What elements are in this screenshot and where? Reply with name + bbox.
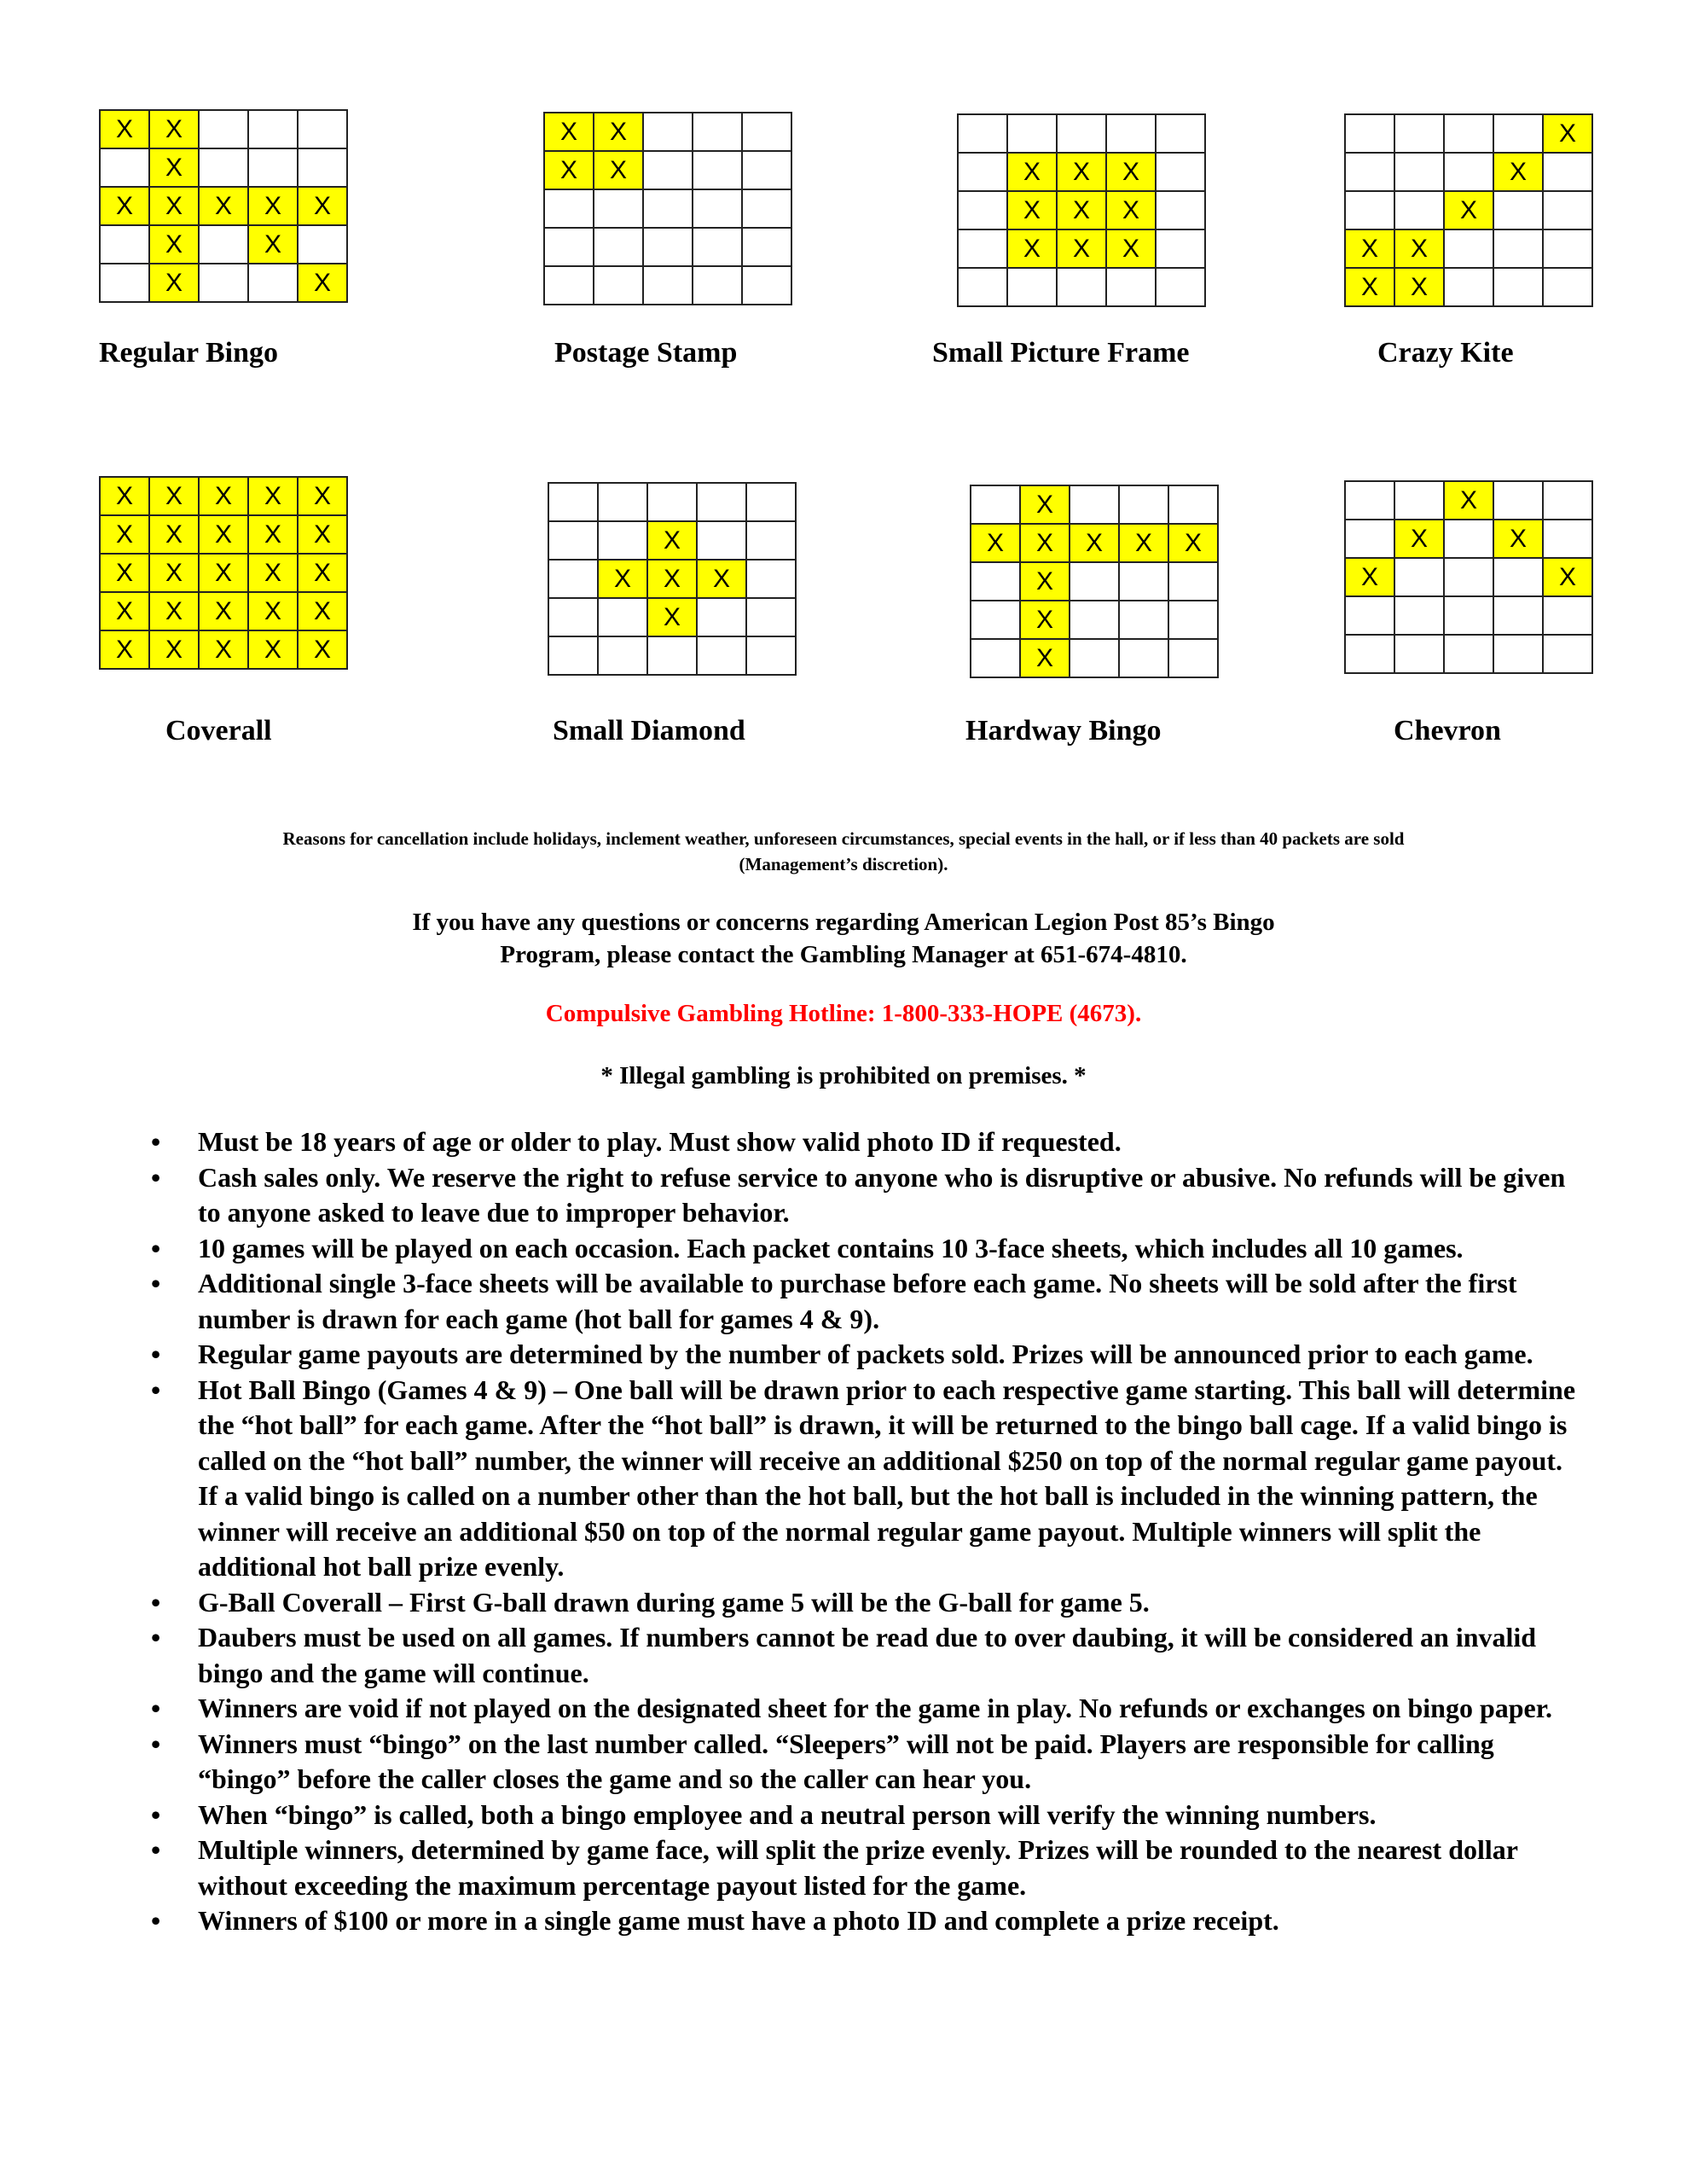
empty-cell: [1157, 154, 1204, 190]
empty-cell: [1395, 559, 1443, 595]
marked-cell: X: [299, 631, 346, 668]
empty-cell: [1157, 230, 1204, 267]
pattern-label-regular-bingo: Regular Bingo: [99, 337, 279, 369]
empty-cell: [200, 226, 247, 263]
empty-cell: [1544, 636, 1591, 672]
pattern-label-postage-stamp: Postage Stamp: [554, 337, 738, 369]
empty-cell: [1169, 486, 1217, 523]
gambling-hotline: Compulsive Gambling Hotline: 1-800-333-HOPE (4673).: [545, 1000, 1142, 1027]
marked-cell: X: [1395, 230, 1443, 267]
pattern-label-hardway-bingo: Hardway Bingo: [965, 715, 1162, 746]
marked-cell: X: [249, 478, 297, 514]
empty-cell: [1346, 636, 1394, 672]
empty-cell: [1169, 640, 1217, 677]
marked-cell: X: [150, 226, 198, 263]
empty-cell: [1544, 597, 1591, 634]
pattern-label-coverall: Coverall: [165, 715, 272, 746]
empty-cell: [644, 190, 692, 227]
empty-cell: [959, 115, 1006, 152]
rules-list: [149, 1124, 1582, 1939]
empty-cell: [1445, 230, 1493, 267]
empty-cell: [693, 152, 741, 189]
empty-cell: [747, 484, 795, 520]
rule-item: • Must be 18 years of age or older to play. Must show valid photo ID if requested.: [149, 1124, 1582, 1160]
empty-cell: [743, 152, 791, 189]
marked-cell: X: [101, 516, 148, 553]
marked-cell: X: [101, 593, 148, 630]
pattern-label-crazy-kite: Crazy Kite: [1377, 337, 1514, 369]
marked-cell: X: [648, 522, 696, 559]
cancellation-line-2: (Management’s discretion).: [739, 854, 948, 874]
marked-cell: X: [249, 226, 297, 263]
marked-cell: X: [150, 188, 198, 224]
marked-cell: X: [1395, 520, 1443, 557]
empty-cell: [1544, 154, 1591, 190]
marked-cell: X: [200, 516, 247, 553]
empty-cell: [959, 230, 1006, 267]
marked-cell: X: [1058, 154, 1105, 190]
empty-cell: [299, 149, 346, 186]
empty-cell: [1346, 154, 1394, 190]
empty-cell: [644, 267, 692, 304]
empty-cell: [1346, 115, 1394, 152]
marked-cell: X: [1169, 525, 1217, 561]
empty-cell: [1070, 486, 1118, 523]
empty-cell: [1445, 636, 1493, 672]
empty-cell: [200, 264, 247, 301]
marked-cell: X: [545, 152, 593, 189]
empty-cell: [545, 229, 593, 265]
marked-cell: X: [299, 516, 346, 553]
empty-cell: [1445, 520, 1493, 557]
rule-item: • Multiple winners, determined by game face, will split the prize evenly. Prizes will be rounded to the nearest dollar without exceeding the maximum percentage payout listed for the game.: [149, 1833, 1582, 1903]
empty-cell: [1494, 636, 1542, 672]
marked-cell: X: [249, 188, 297, 224]
pattern-label-chevron: Chevron: [1394, 715, 1501, 746]
marked-cell: X: [249, 593, 297, 630]
empty-cell: [743, 190, 791, 227]
empty-cell: [101, 149, 148, 186]
empty-cell: [249, 149, 297, 186]
pattern-grid-small-picture-frame: [957, 113, 1206, 307]
empty-cell: [549, 484, 597, 520]
empty-cell: [1107, 115, 1155, 152]
marked-cell: X: [594, 152, 642, 189]
contact-line-1: If you have any questions or concerns regarding American Legion Post 85’s Bingo: [412, 909, 1275, 936]
rule-item: • Cash sales only. We reserve the right to refuse service to anyone who is disruptive or abusive. No refunds will be given to anyone asked to leave due to improper behavior.: [149, 1160, 1582, 1231]
marked-cell: X: [1008, 192, 1056, 229]
empty-cell: [594, 267, 642, 304]
marked-cell: X: [150, 264, 198, 301]
pattern-grid-small-diamond: [548, 482, 797, 676]
empty-cell: [693, 229, 741, 265]
pattern-grid-crazy-kite: [1344, 113, 1593, 307]
empty-cell: [249, 264, 297, 301]
marked-cell: X: [1107, 154, 1155, 190]
empty-cell: [698, 522, 745, 559]
rule-item: • Regular game payouts are determined by the number of packets sold. Prizes will be announced prior to each game.: [149, 1337, 1582, 1373]
marked-cell: X: [648, 599, 696, 636]
marked-cell: X: [1107, 230, 1155, 267]
empty-cell: [549, 637, 597, 674]
marked-cell: X: [594, 113, 642, 150]
marked-cell: X: [101, 188, 148, 224]
empty-cell: [545, 267, 593, 304]
empty-cell: [1395, 636, 1443, 672]
empty-cell: [1445, 559, 1493, 595]
pattern-grid-postage-stamp: [543, 112, 792, 305]
empty-cell: [1107, 269, 1155, 305]
empty-cell: [1494, 230, 1542, 267]
marked-cell: X: [1021, 640, 1069, 677]
empty-cell: [747, 522, 795, 559]
marked-cell: X: [150, 593, 198, 630]
empty-cell: [594, 190, 642, 227]
empty-cell: [545, 190, 593, 227]
empty-cell: [1445, 115, 1493, 152]
rule-item: • Winners are void if not played on the designated sheet for the game in play. No refunds or exchanges on bingo paper.: [149, 1691, 1582, 1727]
empty-cell: [200, 111, 247, 148]
empty-cell: [1494, 597, 1542, 634]
empty-cell: [1494, 115, 1542, 152]
empty-cell: [743, 113, 791, 150]
marked-cell: X: [1494, 520, 1542, 557]
empty-cell: [549, 561, 597, 597]
empty-cell: [971, 601, 1019, 638]
empty-cell: [698, 599, 745, 636]
rule-item: • Winners of $100 or more in a single game must have a photo ID and complete a prize receipt.: [149, 1903, 1582, 1939]
marked-cell: X: [200, 631, 247, 668]
marked-cell: X: [545, 113, 593, 150]
marked-cell: X: [299, 478, 346, 514]
empty-cell: [1058, 269, 1105, 305]
empty-cell: [747, 561, 795, 597]
empty-cell: [959, 269, 1006, 305]
empty-cell: [1169, 601, 1217, 638]
marked-cell: X: [101, 555, 148, 591]
marked-cell: X: [698, 561, 745, 597]
empty-cell: [200, 149, 247, 186]
marked-cell: X: [299, 264, 346, 301]
marked-cell: X: [299, 593, 346, 630]
marked-cell: X: [299, 555, 346, 591]
empty-cell: [1120, 486, 1168, 523]
empty-cell: [101, 226, 148, 263]
empty-cell: [599, 484, 646, 520]
pattern-label-small-diamond: Small Diamond: [553, 715, 745, 746]
rule-item: • G-Ball Coverall – First G-ball drawn during game 5 will be the G-ball for game 5.: [149, 1585, 1582, 1621]
marked-cell: X: [150, 516, 198, 553]
empty-cell: [549, 522, 597, 559]
empty-cell: [1058, 115, 1105, 152]
empty-cell: [299, 111, 346, 148]
marked-cell: X: [1107, 192, 1155, 229]
empty-cell: [1157, 115, 1204, 152]
marked-cell: X: [249, 516, 297, 553]
empty-cell: [644, 152, 692, 189]
cancellation-line-1: Reasons for cancellation include holidays, inclement weather, unforeseen circumstances, special events in the hall, or if less than 40 packets are sold: [282, 828, 1405, 849]
empty-cell: [1395, 597, 1443, 634]
empty-cell: [971, 640, 1019, 677]
pattern-grid-hardway-bingo: [970, 485, 1219, 678]
empty-cell: [971, 486, 1019, 523]
empty-cell: [1008, 115, 1056, 152]
empty-cell: [1395, 192, 1443, 229]
marked-cell: X: [1544, 115, 1591, 152]
empty-cell: [648, 637, 696, 674]
marked-cell: X: [1346, 269, 1394, 305]
marked-cell: X: [1008, 230, 1056, 267]
empty-cell: [594, 229, 642, 265]
rule-item: • Daubers must be used on all games. If numbers cannot be read due to over daubing, it will be considered an invalid bingo and the game will continue.: [149, 1620, 1582, 1691]
empty-cell: [1008, 269, 1056, 305]
empty-cell: [1070, 601, 1118, 638]
empty-cell: [101, 264, 148, 301]
empty-cell: [743, 267, 791, 304]
empty-cell: [1395, 482, 1443, 519]
empty-cell: [1494, 192, 1542, 229]
pattern-grid-regular-bingo: [99, 109, 348, 303]
empty-cell: [747, 599, 795, 636]
empty-cell: [971, 563, 1019, 600]
empty-cell: [693, 113, 741, 150]
marked-cell: X: [249, 555, 297, 591]
marked-cell: X: [1346, 230, 1394, 267]
empty-cell: [1544, 482, 1591, 519]
empty-cell: [644, 113, 692, 150]
empty-cell: [1445, 269, 1493, 305]
empty-cell: [1544, 230, 1591, 267]
empty-cell: [1445, 597, 1493, 634]
empty-cell: [1120, 563, 1168, 600]
empty-cell: [693, 267, 741, 304]
rule-item: • When “bingo” is called, both a bingo employee and a neutral person will verify the winning numbers.: [149, 1798, 1582, 1833]
empty-cell: [599, 522, 646, 559]
marked-cell: X: [648, 561, 696, 597]
empty-cell: [1120, 601, 1168, 638]
empty-cell: [1070, 563, 1118, 600]
contact-line-2: Program, please contact the Gambling Manager at 651-674-4810.: [500, 941, 1187, 968]
empty-cell: [693, 190, 741, 227]
marked-cell: X: [150, 631, 198, 668]
marked-cell: X: [1021, 563, 1069, 600]
empty-cell: [1120, 640, 1168, 677]
marked-cell: X: [1395, 269, 1443, 305]
empty-cell: [1157, 269, 1204, 305]
marked-cell: X: [1346, 559, 1394, 595]
marked-cell: X: [200, 478, 247, 514]
rule-item: • Winners must “bingo” on the last number called. “Sleepers” will not be paid. Players are responsible for calling “bingo” before the caller closes the game and so the caller can hear you.: [149, 1727, 1582, 1798]
empty-cell: [1445, 154, 1493, 190]
marked-cell: X: [1058, 230, 1105, 267]
contact-notice: [0, 906, 1687, 971]
marked-cell: X: [971, 525, 1019, 561]
marked-cell: X: [101, 111, 148, 148]
empty-cell: [1544, 192, 1591, 229]
empty-cell: [1346, 597, 1394, 634]
empty-cell: [959, 154, 1006, 190]
illegal-gambling-notice: * Illegal gambling is prohibited on premises. *: [600, 1062, 1087, 1089]
marked-cell: X: [1021, 601, 1069, 638]
empty-cell: [1494, 559, 1542, 595]
empty-cell: [1070, 640, 1118, 677]
empty-cell: [743, 229, 791, 265]
empty-cell: [1157, 192, 1204, 229]
rule-item: • 10 games will be played on each occasion. Each packet contains 10 3-face sheets, which includes all 10 games.: [149, 1231, 1582, 1267]
marked-cell: X: [1544, 559, 1591, 595]
empty-cell: [299, 226, 346, 263]
marked-cell: X: [1021, 486, 1069, 523]
empty-cell: [747, 637, 795, 674]
rule-item: • Additional single 3-face sheets will be available to purchase before each game. No sheets will be sold after the first number is drawn for each game (hot ball for games 4 & 9).: [149, 1266, 1582, 1337]
empty-cell: [599, 599, 646, 636]
marked-cell: X: [1070, 525, 1118, 561]
marked-cell: X: [249, 631, 297, 668]
empty-cell: [1494, 482, 1542, 519]
marked-cell: X: [200, 188, 247, 224]
empty-cell: [1494, 269, 1542, 305]
empty-cell: [959, 192, 1006, 229]
empty-cell: [1346, 482, 1394, 519]
marked-cell: X: [150, 111, 198, 148]
empty-cell: [1544, 520, 1591, 557]
marked-cell: X: [299, 188, 346, 224]
marked-cell: X: [200, 555, 247, 591]
cancellation-notice: [0, 826, 1687, 877]
rule-item: • Hot Ball Bingo (Games 4 & 9) – One ball will be drawn prior to each respective game starting. This ball will determine the “hot ball” for each game. After the “hot ball” is drawn, it will be returned to the bingo ball cage. If a valid bingo is called on the “hot ball” number, the winner will receive an additional $250 on top of the normal regular game payout. If a valid bingo is called on a number other than the hot ball, but the hot ball is included in the winning pattern, the winner will receive an additional $50 on top of the normal regular game payout. Multiple winners will split the additional hot ball prize evenly.: [149, 1373, 1582, 1585]
pattern-grid-chevron: [1344, 480, 1593, 674]
marked-cell: X: [101, 631, 148, 668]
empty-cell: [1169, 563, 1217, 600]
marked-cell: X: [150, 149, 198, 186]
empty-cell: [644, 229, 692, 265]
marked-cell: X: [599, 561, 646, 597]
marked-cell: X: [1494, 154, 1542, 190]
empty-cell: [249, 111, 297, 148]
empty-cell: [599, 637, 646, 674]
empty-cell: [1395, 154, 1443, 190]
empty-cell: [1346, 520, 1394, 557]
marked-cell: X: [1445, 192, 1493, 229]
marked-cell: X: [150, 555, 198, 591]
marked-cell: X: [150, 478, 198, 514]
pattern-grid-coverall: [99, 476, 348, 670]
pattern-label-small-picture-frame: Small Picture Frame: [932, 337, 1190, 369]
marked-cell: X: [200, 593, 247, 630]
empty-cell: [698, 637, 745, 674]
empty-cell: [698, 484, 745, 520]
empty-cell: [1395, 115, 1443, 152]
marked-cell: X: [1021, 525, 1069, 561]
marked-cell: X: [1445, 482, 1493, 519]
empty-cell: [648, 484, 696, 520]
marked-cell: X: [1008, 154, 1056, 190]
empty-cell: [1544, 269, 1591, 305]
empty-cell: [1346, 192, 1394, 229]
marked-cell: X: [1058, 192, 1105, 229]
marked-cell: X: [101, 478, 148, 514]
empty-cell: [549, 599, 597, 636]
marked-cell: X: [1120, 525, 1168, 561]
